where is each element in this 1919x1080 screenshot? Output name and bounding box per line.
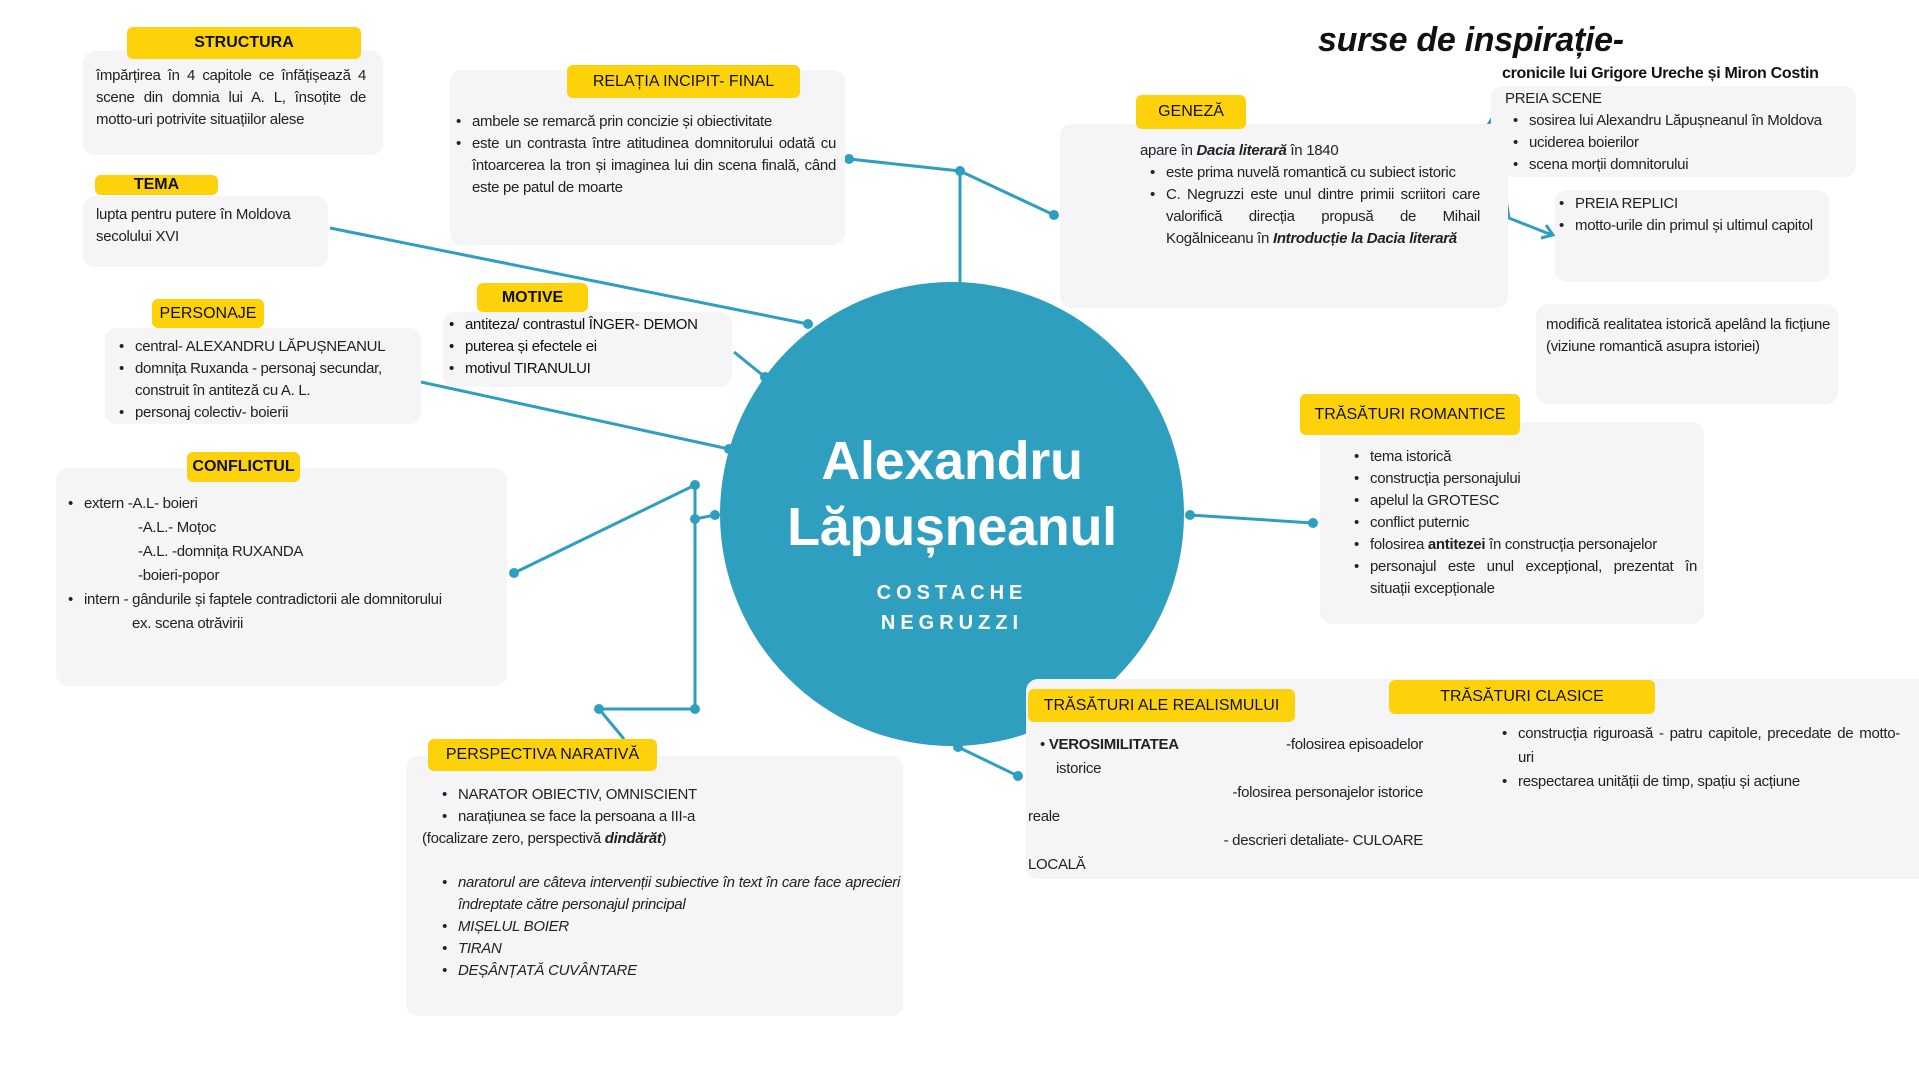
motive-box — [443, 312, 732, 387]
realism-line: istorice — [1056, 760, 1102, 777]
romantice-label: TRĂSĂTURI ROMANTICE — [1300, 394, 1520, 435]
geneza-line: apare în Dacia literară în 1840 — [1140, 142, 1339, 159]
realism-line: reale — [1028, 808, 1060, 825]
surse-subtitle: cronicile lui Grigore Ureche și Miron Costin — [1502, 65, 1819, 82]
romantice-item: • tema istorică — [1352, 446, 1697, 468]
romantice-item: • personajul este unul excepțional, prezentat în situații excepționale — [1352, 556, 1697, 600]
conflict-sub: -A.L. -domnița RUXANDA — [138, 543, 304, 560]
perspectiva-label: PERSPECTIVA NARATIVĂ — [428, 739, 657, 771]
perspectiva-box — [406, 756, 903, 1016]
author-line1: COSTACHE — [876, 582, 1028, 604]
conflict-sub: -boieri-popor — [138, 567, 220, 584]
perspectiva-item: • NARATOR OBIECTIV, OMNISCIENT — [440, 784, 900, 806]
perspectiva-item: • narațiunea se face la persoana a III-a — [440, 806, 900, 828]
perspectiva-item: • TIRAN — [440, 938, 900, 960]
conflict-sub: -A.L.- Moțoc — [138, 519, 217, 536]
preia-scene: PREIA SCENE — [1505, 90, 1602, 107]
conflictul-box — [56, 468, 507, 686]
motive-item: • motivul TIRANULUI — [447, 358, 732, 380]
conflictul-label: CONFLICTUL — [187, 452, 300, 482]
conflict-intern: • intern - gândurile și faptele contradictorii ale domnitorului — [66, 588, 498, 612]
relatia-label: RELAȚIA INCIPIT- FINAL — [567, 65, 800, 98]
structura-label: STRUCTURA — [127, 27, 361, 59]
replici-item: • motto-urile din primul și ultimul capitol — [1557, 215, 1817, 237]
author-line2: NEGRUZZI — [880, 612, 1024, 634]
personaje-item: • personaj colectiv- boierii — [117, 402, 421, 424]
realism-line: -folosirea personajelor istorice — [1232, 784, 1423, 801]
scene-item: • uciderea boierilor — [1511, 132, 1855, 154]
personaje-box — [105, 328, 421, 424]
fictiune-text: modifică realitatea istorică apelând la ficțiune (viziune romantică asupra istoriei) — [1546, 316, 1831, 355]
realism-clasice-box: • VEROSIMILITATEA -folosirea episoadelor istorice -folosirea personajelor istorice reale - descrieri detaliate- CULOARE LOCALĂ • construcția riguroasă - patru capitole, precedate de motto-uri • respectarea unității de timp, spațiu și acțiune — [1026, 679, 1919, 879]
motive-item: • puterea și efectele ei — [447, 336, 732, 358]
realism-label: TRĂSĂTURI ALE REALISMULUI — [1028, 689, 1295, 722]
tema-box — [83, 196, 328, 267]
title-line1: Alexandru — [821, 431, 1083, 491]
scene-item: • sosirea lui Alexandru Lăpușneanul în Moldova — [1511, 110, 1855, 132]
realism-head: • VEROSIMILITATEA — [1040, 736, 1179, 753]
central-topic — [720, 282, 1184, 746]
motive-item: • antiteza/ contrastul ÎNGER- DEMON — [447, 314, 732, 336]
geneza-item: • C. Negruzzi este unul dintre primii scriitori care valorifică direcția propusă de Mihail Kogălniceanu în Introducție la Dacia literară — [1148, 184, 1480, 250]
romantice-box — [1320, 422, 1704, 624]
clasice-item: • respectarea unității de timp, spațiu și acțiune — [1500, 770, 1900, 794]
perspectiva-item: • naratorul are câteva intervenții subiective în text în care face aprecieri îndreptate către personajul principal — [440, 872, 900, 916]
romantice-item: • apelul la GROTESC — [1352, 490, 1697, 512]
tema-text: lupta pentru putere în Moldova secolului XVI — [96, 206, 291, 245]
romantice-item: • construcția personajului — [1352, 468, 1697, 490]
realism-line: - descrieri detaliate- CULOARE — [1223, 832, 1423, 849]
motive-label: MOTIVE — [477, 283, 588, 312]
perspectiva-item: • MIȘELUL BOIER — [440, 916, 900, 938]
conflict-example: ex. scena otrăvirii — [132, 615, 244, 632]
romantice-item: • conflict puternic — [1352, 512, 1697, 534]
geneza-item: • este prima nuvelă romantică cu subiect istoric — [1148, 162, 1480, 184]
surse-title: surse de inspirație- — [1318, 21, 1624, 59]
scene-item: • scena morții domnitorului — [1511, 154, 1855, 176]
replici-box — [1555, 190, 1829, 282]
personaje-item: • central- ALEXANDRU LĂPUȘNEANUL — [117, 336, 421, 358]
structura-text: împărțirea în 4 capitole ce înfățișează 4 scene din domnia lui A. L, însoțite de motto-uri potrivite situațiilor alese — [96, 67, 366, 128]
title-line2: Lăpușneanul — [787, 497, 1117, 557]
perspectiva-note: (focalizare zero, perspectivă dindărăt) — [422, 830, 667, 847]
fictiune-box — [1536, 304, 1838, 404]
relatia-item: • ambele se remarcă prin concizie și obiectivitate — [454, 111, 836, 133]
clasice-label: TRĂSĂTURI CLASICE — [1389, 680, 1655, 714]
surse-scene-box — [1491, 86, 1856, 177]
replici-item: • PREIA REPLICI — [1557, 193, 1817, 215]
romantice-item: • folosirea antitezei în construcția personajelor — [1352, 534, 1697, 556]
tema-label: TEMA — [95, 175, 218, 195]
clasice-item: • construcția riguroasă - patru capitole, precedate de motto-uri — [1500, 722, 1900, 770]
relatia-item: • este un contrasta între atitudinea domnitorului odată cu întoarcerea la tron și imaginea lui din scena finală, când este pe patul de moarte — [454, 133, 836, 199]
perspectiva-item: • DEȘÂNȚATĂ CUVÂNTARE — [440, 960, 900, 982]
personaje-item: • domnița Ruxanda - personaj secundar, construit în antiteză cu A. L. — [117, 358, 421, 402]
structura-box — [83, 51, 383, 155]
personaje-label: PERSONAJE — [152, 299, 264, 328]
realism-line: LOCALĂ — [1028, 856, 1086, 873]
geneza-box — [1060, 124, 1508, 308]
conflict-extern: • extern -A.L- boieri — [66, 492, 498, 516]
geneza-label: GENEZĂ — [1136, 95, 1246, 129]
